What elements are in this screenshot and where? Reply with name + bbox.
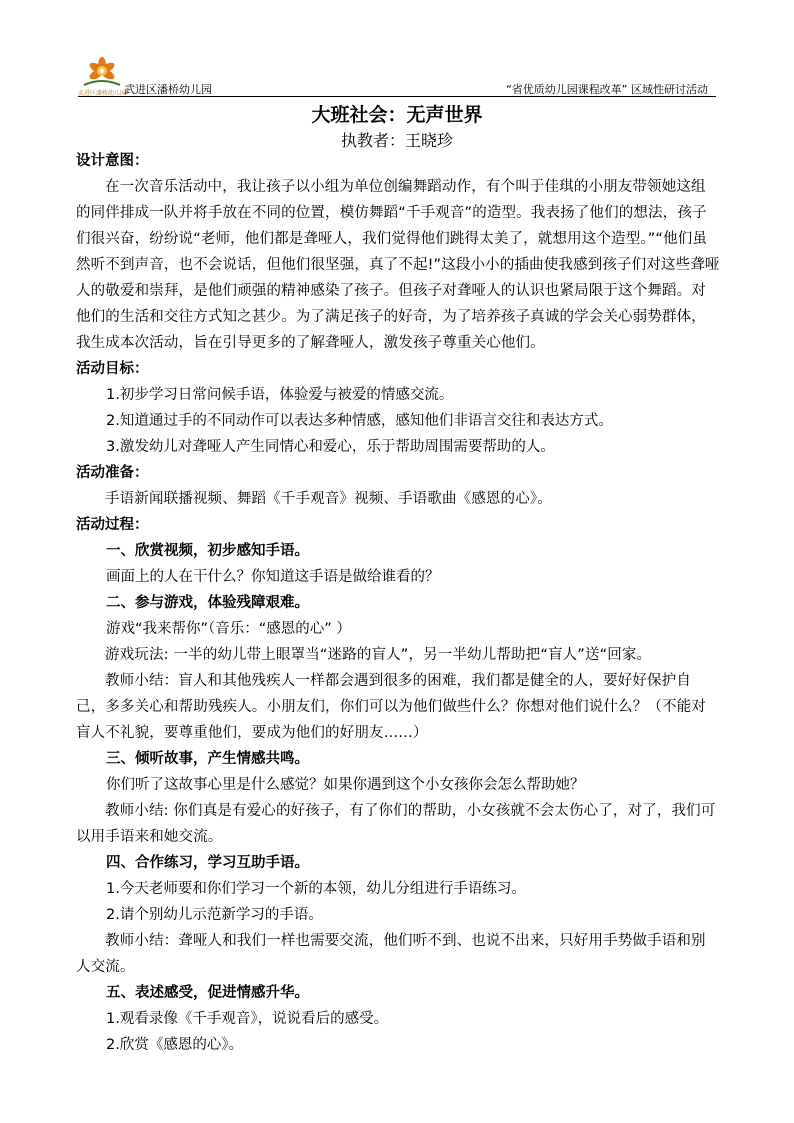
step-title: 一、欣赏视频，初步感知手语。 [106,543,309,559]
step-line: 画面上的人在干什么？你知道这手语是做给谁看的？ [106,569,440,585]
step-paragraph: 游戏玩法: 一半的幼儿带上眼罩当“迷路的盲人”，另一半幼儿帮助把“盲人”送“回家。 [105,647,652,663]
step-title: 五、表述感受，促进情感升华。 [106,985,309,1001]
author-line: 执教者：王晓珍 [340,131,453,150]
teacher-summary: 教师小结：盲人和其他残疾人一样都会遇到很多的困难，我们都是健全的人，要好好保护自己，多多关心和帮助残疾人。小朋友们，你们可以为他们做些什么？你想对他们说什么？（不能对盲人不礼貌，要尊重他们，要成为他们的好朋友……） [76,673,706,741]
event-name: “省优质幼儿园课程改革” 区域性研讨活动 [506,83,708,96]
goal-item: 2.知道通过手的不同动作可以表达多种情感，感知他们非语言交往和表达方式。 [106,413,613,429]
header-divider [78,96,716,97]
design-heading: 设计意图： [76,153,149,169]
process-heading: 活动过程： [76,517,149,533]
goals-heading: 活动目标： [76,361,149,377]
step-title: 二、参与游戏，体验残障艰难。 [106,595,309,611]
step-title: 四、合作练习，学习互助手语。 [106,855,309,871]
goal-item: 1.初步学习日常问候手语，体验爱与被爱的情感交流。 [106,387,454,403]
step-line: 你们听了这故事心里是什么感觉？如果你遇到这个小女孩你会怎么帮助她？ [106,777,585,793]
step-line: 1.观看录像《千手观音》，说说看后的感受。 [106,1011,389,1027]
teacher-summary: 教师小结: 你们真是有爱心的好孩子，有了你们的帮助，小女孩就不会太伤心了，对了，我们可以用手语来和她交流。 [76,803,716,845]
design-paragraph: 在一次音乐活动中，我让孩子以小组为单位创编舞蹈动作，有个叫于佳琪的小朋友带领她这组的同伴排成一队并将手放在不同的位置，模仿舞蹈“千手观音”的造型。我表扬了他们的想法，孩子们很兴奋，纷纷说“老师，他们都是聋哑人，我们觉得他们跳得太美了，就想用这个造型。”“他们虽然听不到声音，也不会说话，但他们很坚强，真了不起!”这段小小的插曲使我感到孩子们对这些聋哑人的敬爱和崇拜，是他们顽强的精神感染了孩子。但孩子对聋哑人的认识也紧局限于这个舞蹈。对他们的生活和交往方式知之甚少。为了满足孩子的好奇，为了培养孩子真诚的学会关心弱势群体，我生成本次活动，旨在引导更多的了解聋哑人，激发孩子尊重关心他们。 [76,179,720,351]
page-title: 大班社会：无声世界 [311,104,483,126]
prep-paragraph: 手语新闻联播视频、舞蹈《千手观音》视频、手语歌曲《感恩的心》。 [105,491,552,507]
step-line: 2.请个别幼儿示范新学习的手语。 [106,907,323,923]
teacher-summary: 教师小结：聋哑人和我们一样也需要交流，他们听不到、也说不出来，只好用手势做手语和别人交流。 [76,933,706,975]
step-line: 游戏“我来帮你”（音乐：“感恩的心” ） [106,621,351,637]
step-line: 1.今天老师要和你们学习一个新的本领，幼儿分组进行手语练习。 [106,881,526,897]
logo-caption: 武进区潘桥幼儿园 [78,90,127,97]
goal-item: 3.激发幼儿对聋哑人产生同情心和爱心，乐于帮助周围需要帮助的人。 [106,439,555,455]
prep-heading: 活动准备： [76,465,149,481]
step-title: 三、倾听故事，产生情感共鸣。 [106,751,309,767]
step-line: 2.欣赏《感恩的心》。 [106,1037,244,1053]
school-name: 武进区潘桥幼儿园 [124,83,212,96]
document-body [76,148,720,1058]
